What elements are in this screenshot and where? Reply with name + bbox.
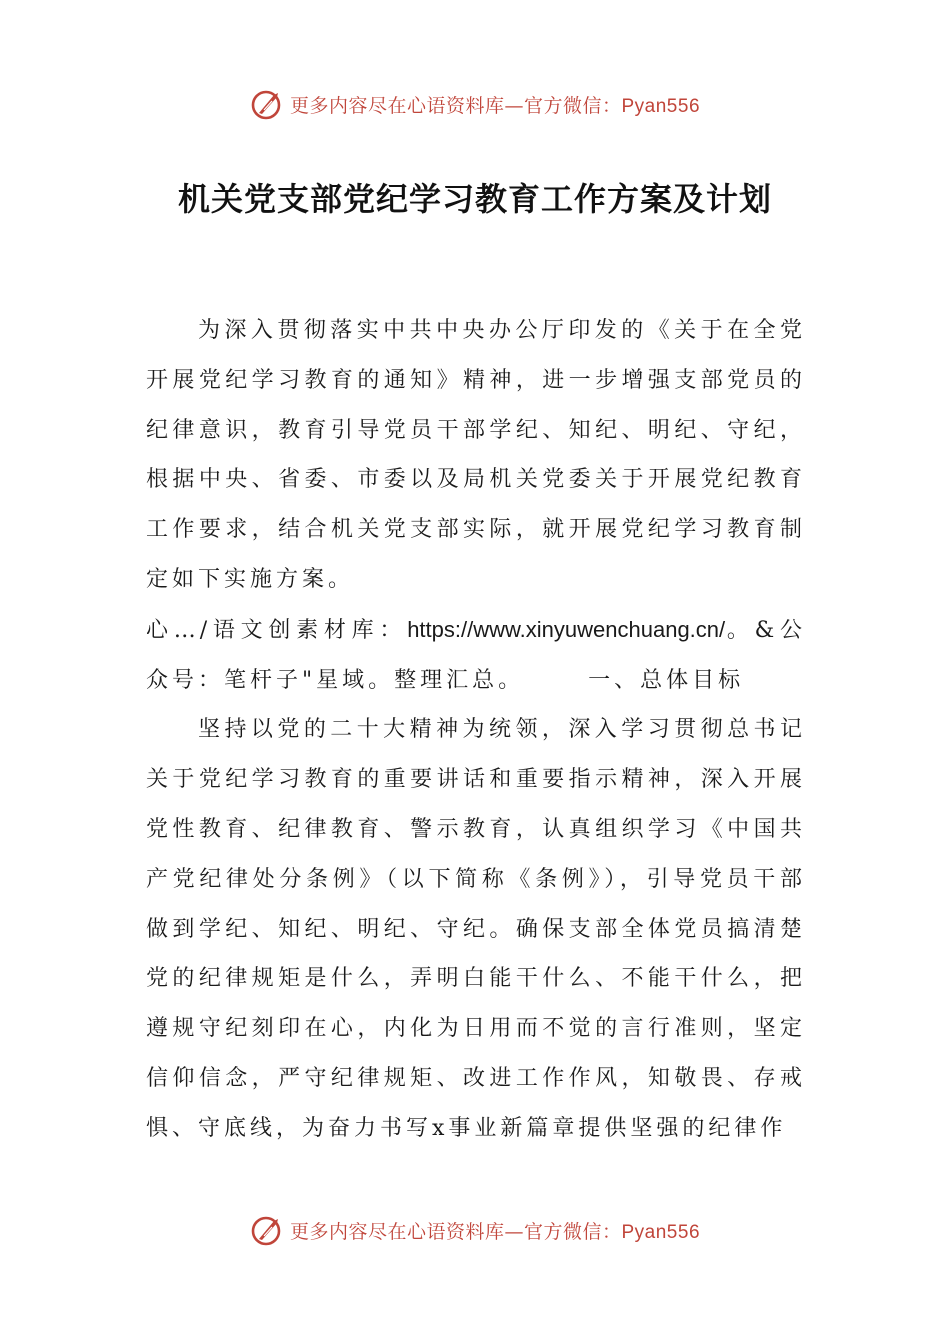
footer-banner — [0, 1210, 950, 1250]
banner-text: 更多内容尽在心语资料库—官方微信：Pyan556 — [289, 1220, 701, 1243]
banner-text: 更多内容尽在心语资料库—官方微信：Pyan556 — [289, 94, 701, 117]
document-body — [146, 306, 806, 1154]
quill-pen-circle-icon — [250, 1212, 286, 1248]
source-url-link[interactable]: https://www.xinyuwenchuang.cn/ — [407, 616, 726, 642]
source-note-prefix: 心…/语文创素材库： — [146, 617, 408, 643]
source-note-paragraph — [146, 605, 806, 706]
source-note-suffix: 。&公众号：笔杆子"星域。整理汇总。 — [146, 617, 806, 693]
quill-pen-circle-icon — [250, 86, 286, 122]
header-banner — [0, 84, 950, 124]
section-heading: 一、总体目标 — [588, 667, 745, 693]
section1-paragraph: 坚持以党的二十大精神为统领，深入学习贯彻总书记关于党纪学习教育的重要讲话和重要指示精神，深入开展党性教育、纪律教育、警示教育，认真组织学习《中国共产党纪律处分条例》（以下简称《条例》），引导党员干部做到学纪、知纪、明纪、守纪。确保支部全体党员搞清楚党的纪律规矩是什么，弄明白能干什么、不能干什么，把遵规守纪刻印在心，内化为日用而不觉的言行准则，坚定信仰信念，严守纪律规矩、改进工作作风，知敬畏、存戒惧、守底线，为奋力书写x事业新篇章提供坚强的纪律作 — [146, 717, 806, 1141]
banner-handle: Pyan556 — [621, 95, 701, 117]
document-title: 机关党支部党纪学习教育工作方案及计划 — [177, 180, 772, 218]
banner-handle: Pyan556 — [621, 1221, 701, 1243]
intro-paragraph: 为深入贯彻落实中共中央办公厅印发的《关于在全党开展党纪学习教育的通知》精神，进一步增强支部党员的纪律意识，教育引导党员干部学纪、知纪、明纪、守纪，根据中央、省委、市委以及局机关党委关于开展党纪教育工作要求，结合机关党支部实际，就开展党纪学习教育制定如下实施方案。 — [146, 318, 806, 592]
